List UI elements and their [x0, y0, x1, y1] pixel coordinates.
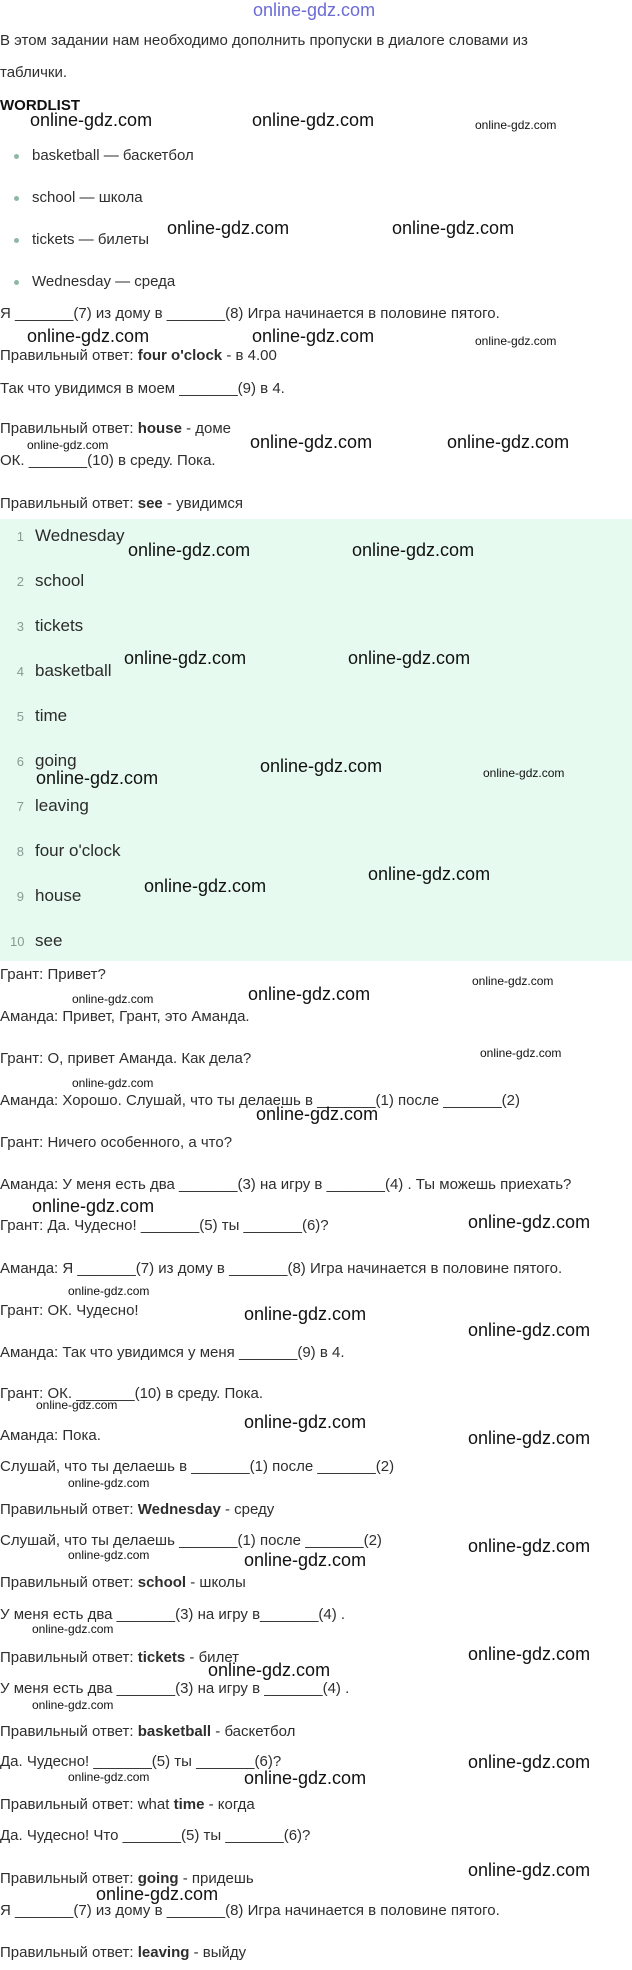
dialog-line: Грант: О, привет Аманда. Как дела?	[0, 1050, 252, 1067]
bullet-icon	[14, 280, 19, 285]
watermark: online-gdz.com	[68, 1284, 150, 1298]
list-word: Wednesday	[35, 526, 125, 545]
list-number: 7	[16, 799, 24, 814]
watermark: online-gdz.com	[244, 1550, 367, 1570]
list-number: 5	[16, 709, 24, 724]
dialog-line: Аманда: Хорошо. Слушай, что ты делаешь в _______(1) после _______(2)	[0, 1092, 521, 1109]
watermark: online-gdz.com	[368, 864, 491, 884]
watermark: online-gdz.com	[27, 326, 150, 346]
bullet-icon	[14, 196, 19, 201]
watermark: online-gdz.com	[248, 984, 371, 1004]
list-number: 4	[16, 664, 24, 679]
list-word: leaving	[35, 796, 89, 815]
watermark: online-gdz.com	[256, 1104, 379, 1124]
question-7: Я _______(7) из дому в _______(8) Игра начинается в половине пятого.	[0, 305, 500, 322]
watermark: online-gdz.com	[468, 1212, 591, 1232]
watermark: online-gdz.com	[475, 334, 557, 348]
watermark: online-gdz.com	[144, 876, 267, 896]
watermark: online-gdz.com	[244, 1768, 367, 1788]
question-5: Да. Чудесно! _______(5) ты _______(6)?	[0, 1753, 282, 1770]
intro-line-2: таблички.	[0, 64, 68, 81]
list-word: house	[35, 886, 82, 905]
intro-line-1: В этом задании нам необходимо дополнить пропуски в диалоге словами из	[0, 32, 528, 49]
watermark: online-gdz.com	[468, 1644, 591, 1664]
watermark: online-gdz.com	[72, 992, 154, 1006]
answer-8: Правильный ответ: four o'clock - в 4.00	[0, 347, 277, 364]
dialog-line: Грант: ОК. _______(10) в среду. Пока.	[0, 1385, 264, 1402]
watermark: online-gdz.com	[68, 1548, 150, 1562]
wordlist-item: Wednesday — среда	[32, 273, 176, 290]
answer-6: Правильный ответ: going - придешь	[0, 1870, 254, 1887]
answer-10: Правильный ответ: see - увидимся	[0, 495, 244, 512]
watermark: online-gdz.com	[260, 756, 383, 776]
list-word: school	[35, 571, 85, 590]
watermark: online-gdz.com	[480, 1046, 562, 1060]
watermark: online-gdz.com	[68, 1770, 150, 1784]
wordlist-item: tickets — билеты	[32, 231, 150, 248]
dialog-line: Аманда: Я _______(7) из дому в _______(8) Игра начинается в половине пятого.	[0, 1260, 563, 1277]
watermark: online-gdz.com	[167, 218, 290, 238]
site-header-watermark: online-gdz.com	[253, 0, 376, 20]
watermark: online-gdz.com	[472, 974, 554, 988]
dialog-line: Грант: Ничего особенного, а что?	[0, 1134, 233, 1151]
watermark: online-gdz.com	[250, 432, 373, 452]
watermark: online-gdz.com	[244, 1304, 367, 1324]
wordlist-item: basketball — баскетбол	[32, 147, 194, 164]
answer-7: Правильный ответ: leaving - выйду	[0, 1944, 247, 1961]
watermark: online-gdz.com	[36, 768, 159, 788]
list-word: tickets	[35, 616, 84, 635]
question-3: У меня есть два _______(3) на игру в_______(4) .	[0, 1606, 346, 1623]
watermark: online-gdz.com	[468, 1536, 591, 1556]
answer-1: Правильный ответ: Wednesday - среду	[0, 1501, 275, 1518]
watermark: online-gdz.com	[468, 1320, 591, 1340]
watermark: online-gdz.com	[32, 1622, 114, 1636]
list-number: 6	[16, 754, 24, 769]
question-10: ОК. _______(10) в среду. Пока.	[0, 452, 216, 469]
wordlist-title: WORDLIST	[0, 97, 80, 114]
list-word: time	[35, 706, 68, 725]
list-number: 2	[16, 574, 24, 589]
watermark: online-gdz.com	[36, 1398, 118, 1412]
watermark: online-gdz.com	[244, 1412, 367, 1432]
question-6: Да. Чудесно! Что _______(5) ты _______(6)?	[0, 1827, 311, 1844]
question-2: Слушай, что ты делаешь _______(1) после _______(2)	[0, 1532, 382, 1549]
watermark: online-gdz.com	[447, 432, 570, 452]
list-number: 9	[16, 889, 24, 904]
list-number: 1	[16, 529, 24, 544]
list-word: going	[35, 751, 77, 770]
numbered-word-list	[0, 519, 632, 961]
answer-5: Правильный ответ: what time - когда	[0, 1796, 255, 1813]
watermark: online-gdz.com	[72, 1076, 154, 1090]
watermark: online-gdz.com	[32, 1698, 114, 1712]
watermark: online-gdz.com	[27, 438, 109, 452]
list-word: four o'clock	[35, 841, 121, 860]
watermark: online-gdz.com	[475, 118, 557, 132]
answer-2: Правильный ответ: school - школы	[0, 1574, 246, 1591]
watermark: online-gdz.com	[352, 540, 475, 560]
watermark: online-gdz.com	[68, 1476, 150, 1490]
wordlist-item: school — школа	[32, 189, 143, 206]
dialog-line: Грант: Привет?	[0, 966, 106, 983]
dialog-line: Аманда: Пока.	[0, 1427, 101, 1444]
watermark: online-gdz.com	[483, 766, 565, 780]
answer-3: Правильный ответ: tickets - билет	[0, 1649, 240, 1666]
watermark: online-gdz.com	[124, 648, 247, 668]
question-7b: Я _______(7) из дому в _______(8) Игра начинается в половине пятого.	[0, 1902, 500, 1919]
watermark: online-gdz.com	[32, 1196, 155, 1216]
watermark: online-gdz.com	[208, 1660, 331, 1680]
watermark: online-gdz.com	[96, 1884, 219, 1904]
question-4: У меня есть два _______(3) на игру в _______(4) .	[0, 1680, 350, 1697]
question-1: Слушай, что ты делаешь в _______(1) после _______(2)	[0, 1458, 395, 1475]
dialog-line: Грант: Да. Чудесно! _______(5) ты _______(6)?	[0, 1217, 329, 1234]
watermark: online-gdz.com	[468, 1860, 591, 1880]
watermark: online-gdz.com	[468, 1752, 591, 1772]
dialog-line: Грант: ОК. Чудесно!	[0, 1302, 139, 1319]
watermark: online-gdz.com	[252, 326, 375, 346]
watermark: online-gdz.com	[392, 218, 515, 238]
watermark: online-gdz.com	[128, 540, 251, 560]
dialog-line: Аманда: Привет, Грант, это Аманда.	[0, 1008, 250, 1025]
watermark: online-gdz.com	[252, 110, 375, 130]
list-number: 3	[16, 619, 24, 634]
list-word: see	[35, 931, 63, 950]
list-number: 10	[10, 934, 25, 949]
list-word: basketball	[35, 661, 112, 680]
dialog-line: Аманда: Так что увидимся у меня _______(9) в 4.	[0, 1344, 345, 1361]
question-9: Так что увидимся в моем _______(9) в 4.	[0, 380, 285, 397]
list-number: 8	[16, 844, 24, 859]
bullet-icon	[14, 238, 19, 243]
answer-4: Правильный ответ: basketball - баскетбол	[0, 1723, 296, 1740]
answer-9: Правильный ответ: house - доме	[0, 420, 232, 437]
dialog-line: Аманда: У меня есть два _______(3) на игру в _______(4) . Ты можешь приехать?	[0, 1176, 572, 1193]
bullet-icon	[14, 154, 19, 159]
watermark: online-gdz.com	[348, 648, 471, 668]
watermark: online-gdz.com	[30, 110, 153, 130]
watermark: online-gdz.com	[468, 1428, 591, 1448]
